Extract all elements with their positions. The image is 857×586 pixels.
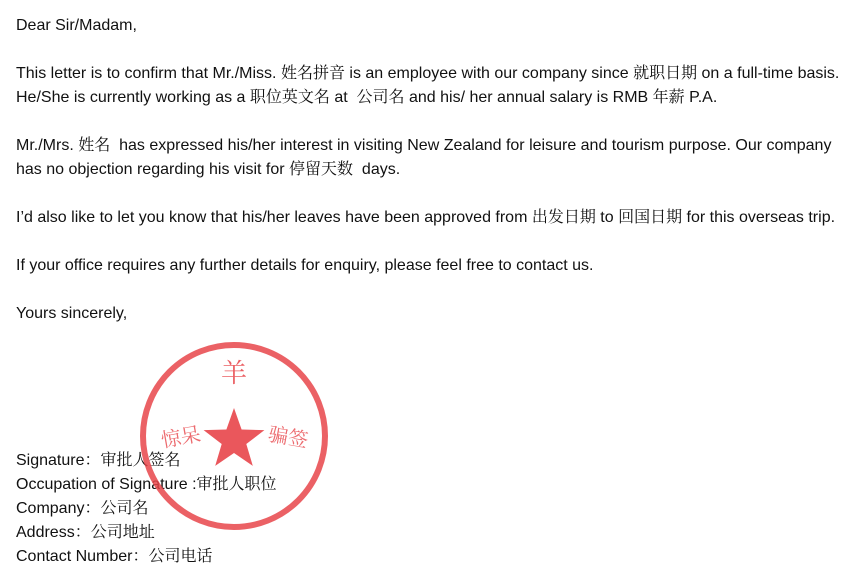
paragraph-gap [16, 278, 846, 302]
paragraph-visit-purpose: Mr./Mrs. 姓名 has expressed his/her interest in visiting New Zealand for leisure and tourism purpose. Our company has no objection regarding his visit for 停留天数 days. [16, 137, 836, 178]
paragraph-gap [16, 38, 846, 62]
seal-top-char: 羊 [220, 359, 248, 389]
letter-body [16, 14, 846, 326]
company-line: Company：公司名 [16, 500, 149, 517]
contact-number-line: Contact Number：公司电话 [16, 548, 213, 565]
paragraph-gap [16, 110, 846, 134]
signature-block [16, 449, 277, 569]
paragraph-gap [16, 182, 846, 206]
paragraph-employment: This letter is to confirm that Mr./Miss. 姓名拼音 is an employee with our company since 就职日期 on a full-time basis. He/She is currently working as a 职位英文名 at 公司名 and his/ her annual salary is RMB 年薪 P.A. [16, 65, 844, 106]
closing: Yours sincerely, [16, 305, 128, 322]
paragraph-gap [16, 230, 846, 254]
address-line: Address：公司地址 [16, 524, 155, 541]
greeting: Dear Sir/Madam, [16, 17, 137, 34]
signature-line: Signature：审批人签名 [16, 452, 181, 469]
paragraph-contact: If your office requires any further details for enquiry, please feel free to contact us. [16, 257, 594, 274]
seal-right-text: 骗签 [266, 421, 310, 453]
paragraph-leave-approval: I’d also like to let you know that his/her leaves have been approved from 出发日期 to 回国日期 for this overseas trip. [16, 209, 836, 226]
occupation-line: Occupation of Signature :审批人职位 [16, 476, 277, 493]
seal-left-text: 惊呆 [159, 421, 203, 453]
